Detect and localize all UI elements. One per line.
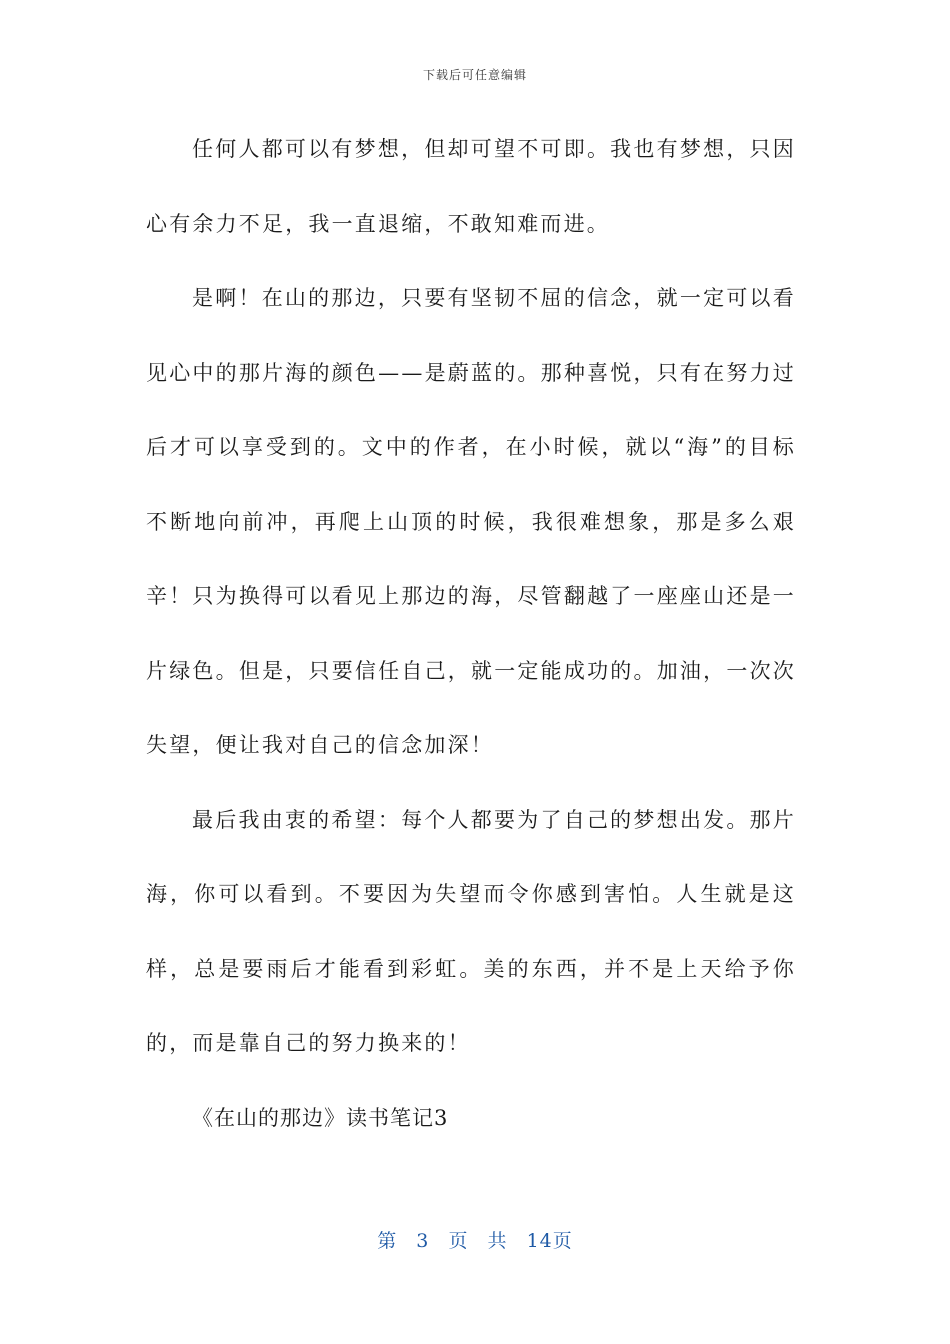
paragraph-1: 任何人都可以有梦想，但却可望不可即。我也有梦想，只因心有余力不足，我一直退缩，不敢知难而进。 xyxy=(146,137,796,236)
footer-total-pages: 14页 xyxy=(526,1230,573,1252)
page-footer xyxy=(0,1226,950,1253)
document-body xyxy=(146,112,796,1155)
page-header: 下载后可任意编辑 xyxy=(422,68,527,82)
footer-total-label: 共 xyxy=(487,1230,508,1252)
paragraph-3: 最后我由衷的希望：每个人都要为了自己的梦想出发。那片海，你可以看到。不要因为失望而令你感到害怕。人生就是这样，总是要雨后才能看到彩虹。美的东西，并不是上天给予你的，而是靠自己的努力换来的！ xyxy=(146,807,796,1055)
footer-page-prefix: 第 xyxy=(377,1230,398,1252)
paragraph-2: 是啊！在山的那边，只要有坚韧不屈的信念，就一定可以看见心中的那片海的颜色——是蔚蓝的。那种喜悦，只有在努力过后才可以享受到的。文中的作者，在小时候，就以“海”的目标不断地向前冲，再爬上山顶的时候，我很难想象，那是多么艰辛！只为换得可以看见上那边的海，尽管翻越了一座座山还是一片绿色。但是，只要信任自己，就一定能成功的。加油，一次次失望，便让我对自己的信念加深！ xyxy=(146,286,796,757)
section-title: 《在山的那边》读书笔记3 xyxy=(192,1105,449,1130)
footer-page-number: 3 xyxy=(416,1230,430,1252)
footer-page-mid: 页 xyxy=(448,1230,469,1252)
